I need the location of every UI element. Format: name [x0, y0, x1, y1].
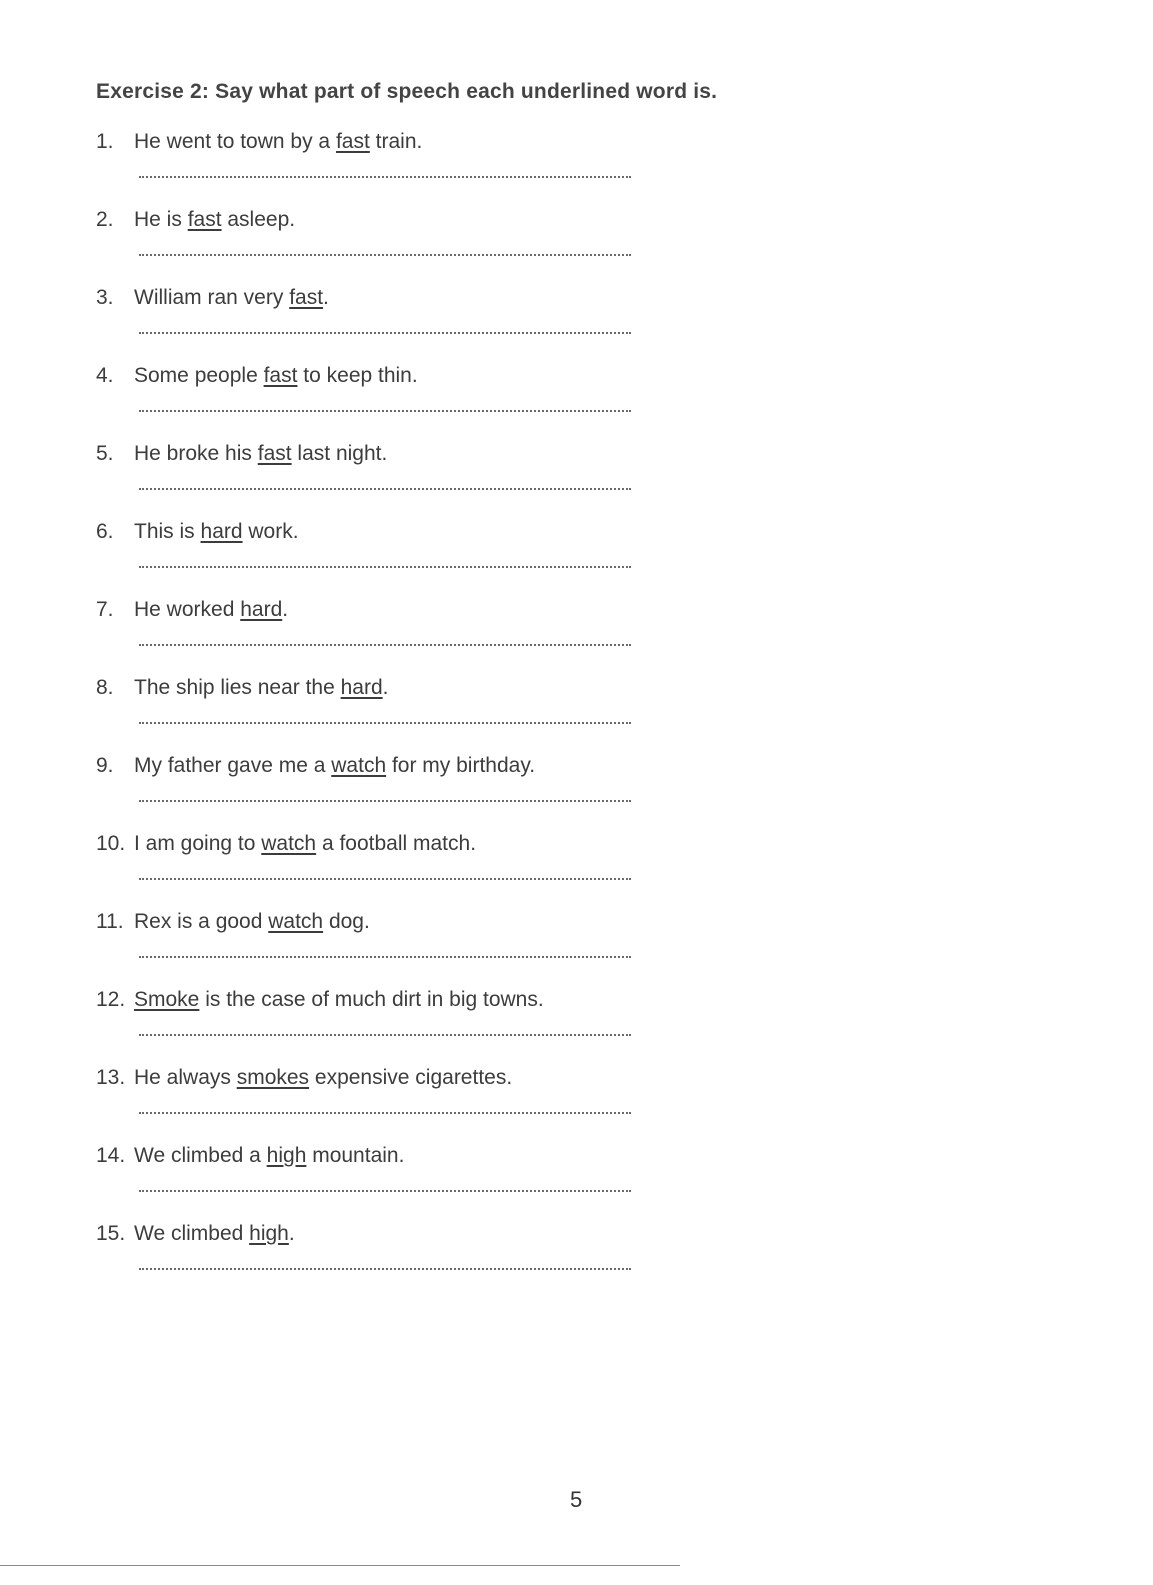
item-sentence [96, 364, 418, 388]
exercise-item [0, 286, 1153, 364]
sentence-after: dog. [323, 910, 370, 933]
item-number: 4. [96, 364, 114, 387]
item-sentence [96, 208, 295, 232]
item-number: 5. [96, 442, 114, 465]
exercise-item [0, 1144, 1153, 1222]
underlined-word: fast [289, 286, 324, 309]
item-number: 2. [96, 208, 114, 231]
item-number: 7. [96, 598, 114, 621]
exercise-item [0, 130, 1153, 208]
sentence-after: . [382, 676, 389, 699]
sentence-before: My father gave me a [134, 754, 332, 777]
item-sentence [96, 676, 389, 700]
exercise-item [0, 1222, 1153, 1300]
sentence-before: William ran very [134, 286, 290, 309]
answer-line[interactable] [139, 248, 631, 256]
exercise-items [0, 130, 1153, 1300]
underlined-word: smokes [236, 1066, 310, 1089]
underlined-word: fast [187, 208, 222, 231]
item-number: 1. [96, 130, 114, 153]
page-number: 5 [570, 1487, 583, 1512]
answer-line[interactable] [139, 872, 631, 880]
sentence-before: Rex is a good [134, 910, 269, 933]
sentence-after: for my birthday. [386, 754, 536, 777]
exercise-item [0, 910, 1153, 988]
answer-line[interactable] [139, 794, 631, 802]
answer-line[interactable] [139, 326, 631, 334]
item-sentence [96, 130, 422, 154]
sentence-before: I am going to [134, 832, 262, 855]
sentence-after: to keep thin. [297, 364, 418, 387]
answer-line[interactable] [139, 1184, 631, 1192]
answer-line[interactable] [139, 716, 631, 724]
exercise-item [0, 1066, 1153, 1144]
answer-line[interactable] [139, 404, 631, 412]
sentence-after: . [288, 1222, 295, 1245]
exercise-item [0, 754, 1153, 832]
exercise-item [0, 520, 1153, 598]
answer-line[interactable] [139, 560, 631, 568]
exercise-item [0, 364, 1153, 442]
item-number: 12. [96, 988, 126, 1011]
underlined-word: high [249, 1222, 289, 1245]
item-sentence [96, 1222, 295, 1246]
item-sentence [96, 520, 299, 544]
sentence-after: work. [242, 520, 299, 543]
item-sentence [96, 442, 387, 466]
item-sentence [96, 1144, 404, 1168]
item-number: 9. [96, 754, 114, 777]
answer-line[interactable] [139, 638, 631, 646]
sentence-before: Some people [134, 364, 264, 387]
answer-line[interactable] [139, 950, 631, 958]
sentence-after: . [282, 598, 289, 621]
sentence-before: He is [134, 208, 188, 231]
sentence-before: He always [134, 1066, 237, 1089]
underlined-word: watch [261, 832, 317, 855]
item-number: 8. [96, 676, 114, 699]
underlined-word: Smoke [134, 988, 200, 1011]
exercise-item [0, 832, 1153, 910]
underlined-word: high [266, 1144, 307, 1167]
sentence-before: We climbed a [134, 1144, 267, 1167]
sentence-before: He went to town by a [134, 130, 336, 153]
sentence-after: last night. [291, 442, 388, 465]
sentence-after: is the case of much dirt in big towns. [199, 988, 544, 1011]
item-sentence [96, 754, 535, 778]
underlined-word: fast [263, 364, 298, 387]
underlined-word: watch [331, 754, 387, 777]
item-number: 6. [96, 520, 114, 543]
item-number: 14. [96, 1144, 126, 1167]
exercise-item [0, 442, 1153, 520]
answer-line[interactable] [139, 170, 631, 178]
sentence-before: The ship lies near the [134, 676, 341, 699]
item-sentence [96, 1066, 512, 1090]
sentence-after: a football match. [316, 832, 477, 855]
underlined-word: watch [268, 910, 324, 933]
item-sentence [96, 286, 329, 310]
sentence-after: expensive cigarettes. [309, 1066, 513, 1089]
sentence-after: mountain. [306, 1144, 405, 1167]
item-sentence [96, 910, 370, 934]
sentence-before: This is [134, 520, 201, 543]
answer-line[interactable] [139, 1106, 631, 1114]
sentence-before: We climbed [134, 1222, 250, 1245]
sentence-after: . [323, 286, 329, 309]
sentence-after: asleep. [221, 208, 296, 231]
item-number: 11. [96, 910, 124, 933]
item-number: 13. [96, 1066, 126, 1089]
sentence-before: He broke his [134, 442, 258, 465]
item-number: 3. [96, 286, 114, 309]
sentence-before: He worked [134, 598, 241, 621]
item-number: 15. [96, 1222, 126, 1245]
exercise-item [0, 208, 1153, 286]
item-sentence [96, 988, 544, 1012]
item-sentence [96, 598, 288, 622]
answer-line[interactable] [139, 1262, 631, 1270]
underlined-word: fast [335, 130, 370, 153]
exercise-item [0, 598, 1153, 676]
answer-line[interactable] [139, 1028, 631, 1036]
exercise-item [0, 988, 1153, 1066]
exercise-title: Exercise 2: Say what part of speech each underlined word is. [96, 80, 718, 103]
exercise-item [0, 676, 1153, 754]
underlined-word: hard [200, 520, 243, 543]
item-sentence [96, 832, 476, 856]
underlined-word: hard [340, 676, 383, 699]
answer-line[interactable] [139, 482, 631, 490]
underlined-word: fast [257, 442, 292, 465]
underlined-word: hard [240, 598, 283, 621]
sentence-after: train. [369, 130, 423, 153]
item-number: 10. [96, 832, 126, 855]
page-bottom-rule [0, 1565, 680, 1566]
